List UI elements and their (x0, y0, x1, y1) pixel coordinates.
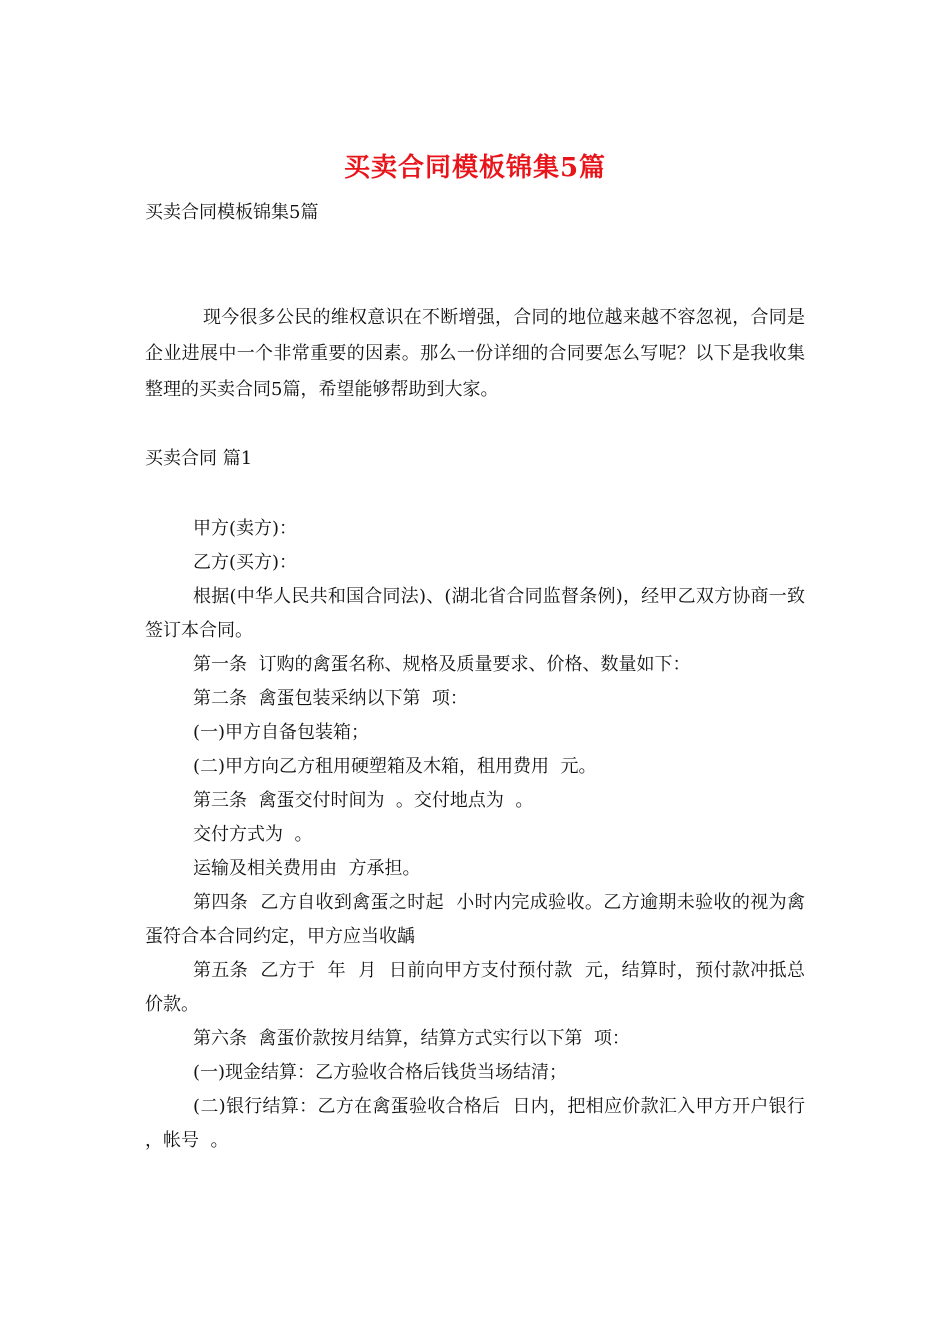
section-heading: 买卖合同 篇1 (145, 448, 253, 469)
delivery-method: 交付方式为 。 (193, 824, 313, 845)
article-3: 第三条 禽蛋交付时间为 。交付地点为 。 (193, 790, 534, 811)
party-b-line: 乙方(买方)： (193, 552, 298, 573)
basis-paragraph: 根据(中华人民共和国合同法)、(湖北省合同监督条例)，经甲乙双方协商一致签订本合同。 (145, 586, 805, 641)
party-a-line: 甲方(卖方)： (193, 518, 298, 539)
article-2-option-1: (一)甲方自备包装箱； (193, 722, 370, 743)
intro-paragraph: 现今很多公民的维权意识在不断增强，合同的地位越来越不容忽视，合同是企业进展中一个非常重要的因素。那么一份详细的合同要怎么写呢？以下是我收集整理的买卖合同5篇，希望能够帮助到大家。 (145, 307, 805, 400)
transport-cost: 运输及相关费用由 方承担。 (193, 858, 421, 879)
article-4: 第四条 乙方自收到禽蛋之时起 小时内完成验收。乙方逾期未验收的视为禽蛋符合本合同约定，甲方应当收龋 (145, 892, 805, 947)
document-subtitle: 买卖合同模板锦集5篇 (145, 202, 319, 223)
article-2: 第二条 禽蛋包装采纳以下第 项： (193, 688, 468, 709)
article-6: 第六条 禽蛋价款按月结算，结算方式实行以下第 项： (193, 1028, 630, 1049)
contract-body (145, 512, 817, 1158)
article-6-option-2: (二)银行结算：乙方在禽蛋验收合格后 日内，把相应价款汇入甲方开户银行 ，帐号 。 (145, 1096, 817, 1151)
article-5: 第五条 乙方于 年 月 日前向甲方支付预付款 元，结算时，预付款冲抵总价款。 (145, 960, 805, 1015)
article-2-option-2: (二)甲方向乙方租用硬塑箱及木箱，租用费用 元。 (193, 756, 597, 777)
article-1: 第一条 订购的禽蛋名称、规格及质量要求、价格、数量如下： (193, 654, 691, 675)
document-title: 买卖合同模板锦集5篇 (343, 153, 607, 183)
article-6-option-1: (一)现金结算：乙方验收合格后钱货当场结清； (193, 1062, 568, 1083)
